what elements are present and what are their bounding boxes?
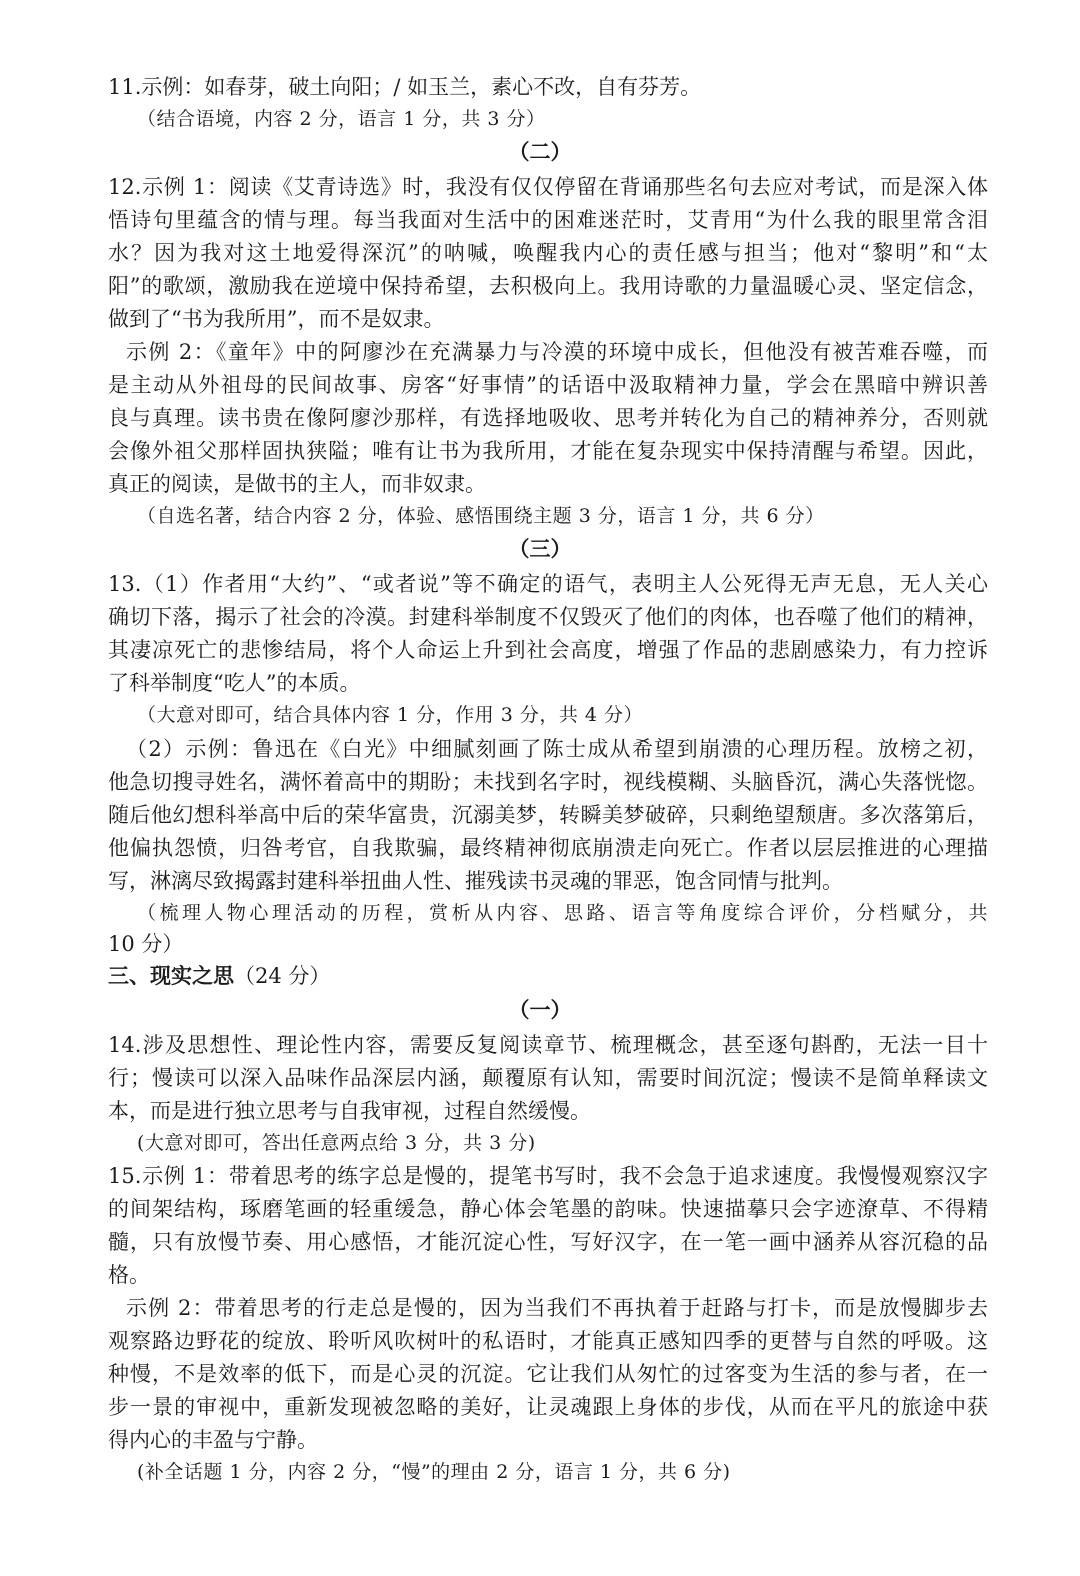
scoring-note-14: (大意对即可，答出任意两点给 3 分，共 3 分) — [137, 1132, 536, 1154]
section-heading-2: （二） — [508, 139, 572, 164]
answer-13-2-line: 随后他幻想科举高中后的荣华富贵，沉溺美梦，转瞬美梦破碎，只剩绝望颓唐。多次落第后， — [108, 803, 988, 827]
section-heading-3: （三） — [508, 536, 572, 561]
scoring-note-13-1: （大意对即可，结合具体内容 1 分，作用 3 分，共 4 分） — [137, 704, 644, 726]
scoring-note-12: （自选名著，结合内容 2 分，体验、感悟围绕主题 3 分，语言 1 分，共 6 分） — [137, 505, 825, 527]
answer-13-1-line: 其凄凉死亡的悲惨结局，将个人命运上升到社会高度，增强了作品的悲剧感染力，有力控诉 — [108, 638, 988, 662]
answer-12-line: 悟诗句里蕴含的情与理。每当我面对生活中的困难迷茫时，艾青用“为什么我的眼里常含泪 — [108, 208, 988, 232]
answer-12-line: 做到了“书为我所用”，而不是奴隶。 — [108, 307, 445, 331]
scoring-note-11: （结合语境，内容 2 分，语言 1 分，共 3 分） — [137, 108, 546, 130]
answer-13-1-line: 13.（1）作者用“大约”、“或者说”等不确定的语气，表明主人公死得无声无息，无人关心 — [108, 572, 988, 596]
part-heading-score: （24 分） — [234, 964, 331, 988]
answer-15-line: 15.示例 1：带着思考的练字总是慢的，提笔书写时，我不会急于追求速度。我慢慢观察汉字 — [108, 1164, 988, 1188]
part-heading-title: 三、现实之思 — [108, 963, 234, 988]
answer-15-example-2-line: 观察路边野花的绽放、聆听风吹树叶的私语时，才能真正感知四季的更替与自然的呼吸。这 — [108, 1329, 988, 1353]
answer-13-2-line: 写，淋漓尽致揭露封建科举扭曲人性、摧残读书灵魂的罪恶，饱含同情与批判。 — [108, 869, 843, 893]
scoring-note-13-2-end: 10 分） — [108, 932, 184, 956]
answer-12-line: 12.示例 1：阅读《艾青诗选》时，我没有仅仅停留在背诵那些名句去应对考试，而是深入体 — [108, 175, 988, 199]
answer-13-2-line: 他急切搜寻姓名，满怀着高中的期盼；未找到名字时，视线模糊、头脑昏沉，满心失落恍惚。 — [108, 770, 988, 794]
answer-15-example-2-line: 示例 2：带着思考的行走总是慢的，因为当我们不再执着于赶路与打卡，而是放慢脚步去 — [126, 1296, 988, 1320]
answer-13-2-line: 他偏执怨愤，归咎考官，自我欺骗，最终精神彻底崩溃走向死亡。作者以层层推进的心理描 — [108, 836, 988, 860]
answer-12-example-2-line: 真正的阅读，是做书的主人，而非奴隶。 — [108, 472, 486, 496]
answer-13-2-line: （2）示例：鲁迅在《白光》中细腻刻画了陈士成从希望到崩溃的心理历程。放榜之初， — [126, 737, 988, 761]
answer-12-example-2-line: 是主动从外祖母的民间故事、房客“好事情”的话语中汲取精神力量，学会在黑暗中辨识善 — [108, 373, 988, 397]
answer-12-example-2-line: 会像外祖父那样固执狭隘；唯有让书为我所用，才能在复杂现实中保持清醒与希望。因此， — [108, 439, 988, 463]
answer-14-line: 14.涉及思想性、理论性内容，需要反复阅读章节、梳理概念，甚至逐句斟酌，无法一目十 — [108, 1033, 988, 1057]
section-heading-1: （一） — [508, 997, 572, 1022]
answer-13-1-line: 了科举制度“吃人”的本质。 — [108, 671, 361, 695]
part-heading-3 — [108, 961, 330, 991]
answer-15-line: 格。 — [108, 1263, 150, 1287]
answer-15-example-2-line: 得内心的丰盈与宁静。 — [108, 1428, 318, 1452]
answer-13-1-line: 确切下落，揭示了社会的冷漠。封建科举制度不仅毁灭了他们的肉体，也吞噬了他们的精神， — [108, 605, 988, 629]
answer-11: 11.示例：如春芽，破土向阳；/ 如玉兰，素心不改，自有芬芳。 — [108, 75, 702, 99]
answer-12-line: 阳”的歌颂，激励我在逆境中保持希望，去积极向上。我用诗歌的力量温暖心灵、坚定信念， — [108, 274, 988, 298]
answer-14-line: 本，而是进行独立思考与自我审视，过程自然缓慢。 — [108, 1099, 591, 1123]
answer-15-example-2-line: 步一景的审视中，重新发现被忽略的美好，让灵魂跟上身体的步伐，从而在平凡的旅途中获 — [108, 1395, 988, 1419]
answer-12-example-2-line: 示例 2：《童年》中的阿廖沙在充满暴力与冷漠的环境中成长，但他没有被苦难吞噬，而 — [126, 340, 988, 364]
answer-12-line: 水？因为我对这土地爱得深沉”的呐喊，唤醒我内心的责任感与担当；他对“黎明”和“太 — [108, 241, 988, 265]
answer-15-line: 髓，只有放慢节奏、用心感悟，才能沉淀心性，写好汉字，在一笔一画中涵养从容沉稳的品 — [108, 1230, 988, 1254]
scoring-note-13-2: （梳理人物心理活动的历程，赏析从内容、思路、语言等角度综合评价，分档赋分，共 — [137, 902, 988, 924]
scoring-note-15: (补全话题 1 分，内容 2 分，“慢”的理由 2 分，语言 1 分，共 6 分) — [137, 1461, 731, 1483]
answer-14-line: 行；慢读可以深入品味作品深层内涵，颠覆原有认知，需要时间沉淀；慢读不是简单释读文 — [108, 1066, 988, 1090]
answer-15-example-2-line: 种慢，不是效率的低下，而是心灵的沉淀。它让我们从匆忙的过客变为生活的参与者，在一 — [108, 1362, 988, 1386]
answer-15-line: 的间架结构，琢磨笔画的轻重缓急，静心体会笔墨的韵味。快速描摹只会字迹潦草、不得精 — [108, 1197, 988, 1221]
answer-12-example-2-line: 良与真理。读书贵在像阿廖沙那样，有选择地吸收、思考并转化为自己的精神养分，否则就 — [108, 406, 988, 430]
